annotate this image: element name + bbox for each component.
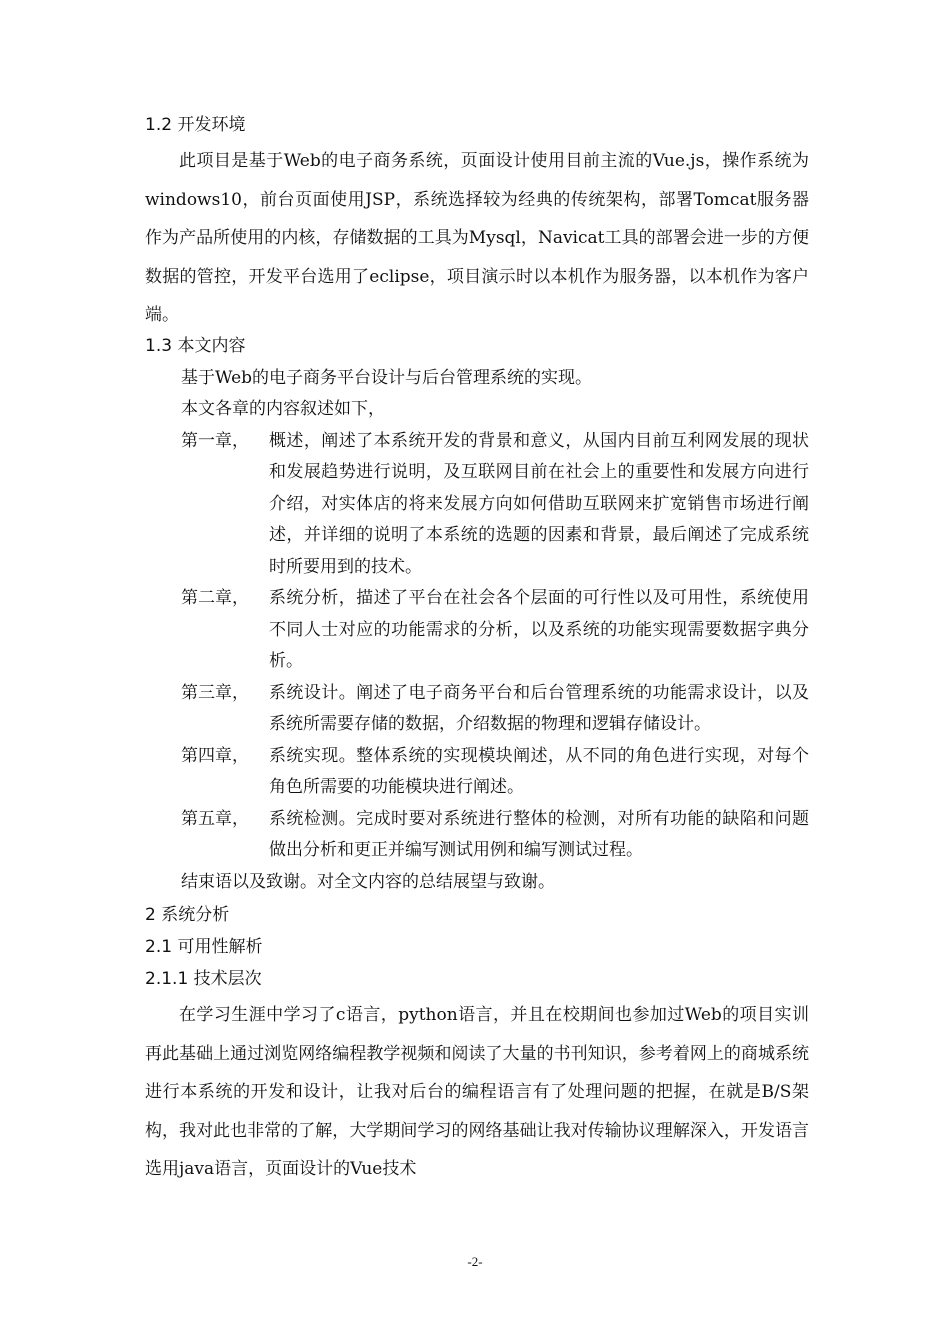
- heading-1-3: 1.3 本文内容: [145, 335, 246, 356]
- chapter-text: 系统分析，描述了平台在社会各个层面的可行性以及可用性，系统使用不同人士对应的功能需求的分析，以及系统的功能实现需要数据字典分析。: [269, 588, 809, 671]
- chapter-label: 第四章，: [181, 745, 249, 766]
- heading-2: 2 系统分析: [145, 905, 230, 925]
- chapter-text: 系统实现。整体系统的实现模块阐述，从不同的角色进行实现，对每个角色所需要的功能模块进行阐述。: [269, 745, 809, 797]
- chapter-item-2: [145, 583, 809, 678]
- heading-2-1-1: 2.1.1 技术层次: [145, 969, 262, 989]
- chapter-item-1: [145, 426, 809, 584]
- chapter-item-5: [145, 804, 809, 867]
- chapter-label: 第三章，: [181, 682, 249, 703]
- chapter-text: 概述，阐述了本系统开发的背景和意义，从国内目前互利网发展的现状和发展趋势进行说明，及互联网目前在社会上的重要性和发展方向进行介绍，对实体店的将来发展方向如何借助互联网来扩宽销售市场进行阐述，并详细的说明了本系统的选题的因素和背景，最后阐述了完成系统时所要用到的技术。: [269, 430, 809, 577]
- paragraph-dev-environment: 此项目是基于Web的电子商务系统，页面设计使用目前主流的Vue.js，操作系统为windows10，前台页面使用JSP，系统选择较为经典的传统架构，部署Tomcat服务器作为产品所使用的内核，存储数据的工具为Mysql，Navicat工具的部署会进一步的方便数据的管控，开发平台选用了eclipse，项目演示时以本机作为服务器，以本机作为客户端。: [145, 151, 809, 325]
- line-closing: 结束语以及致谢。对全文内容的总结展望与致谢。: [181, 871, 555, 892]
- paragraph-technical-level: 在学习生涯中学习了c语言，python语言，并且在校期间也参加过Web的项目实训再此基础上通过浏览网络编程教学视频和阅读了大量的书刊知识，参考着网上的商城系统进行本系统的开发和设计，让我对后台的编程语言有了处理问题的把握，在就是B/S架构，我对此也非常的了解，大学期间学习的网络基础让我对传输协议理解深入，开发语言选用java语言，页面设计的Vue技术: [145, 1005, 809, 1179]
- chapter-label: 第五章，: [181, 808, 249, 829]
- chapter-text: 系统检测。完成时要对系统进行整体的检测，对所有功能的缺陷和问题做出分析和更正并编写测试用例和编写测试过程。: [269, 808, 809, 860]
- line-chapter-intro: 本文各章的内容叙述如下，: [181, 399, 385, 419]
- chapter-item-3: [145, 678, 809, 741]
- page-number: -2-: [467, 1254, 483, 1269]
- line-thesis-topic: 基于Web的电子商务平台设计与后台管理系统的实现。: [181, 367, 593, 388]
- chapter-item-4: [145, 741, 809, 804]
- chapter-label: 第一章，: [181, 430, 249, 451]
- heading-1-2: 1.2 开发环境: [145, 115, 246, 135]
- page-content: [145, 114, 809, 1189]
- chapter-label: 第二章，: [181, 588, 249, 608]
- chapter-text: 系统设计。阐述了电子商务平台和后台管理系统的功能需求设计，以及系统所需要存储的数据，介绍数据的物理和逻辑存储设计。: [269, 682, 809, 734]
- heading-2-1: 2.1 可用性解析: [145, 937, 263, 957]
